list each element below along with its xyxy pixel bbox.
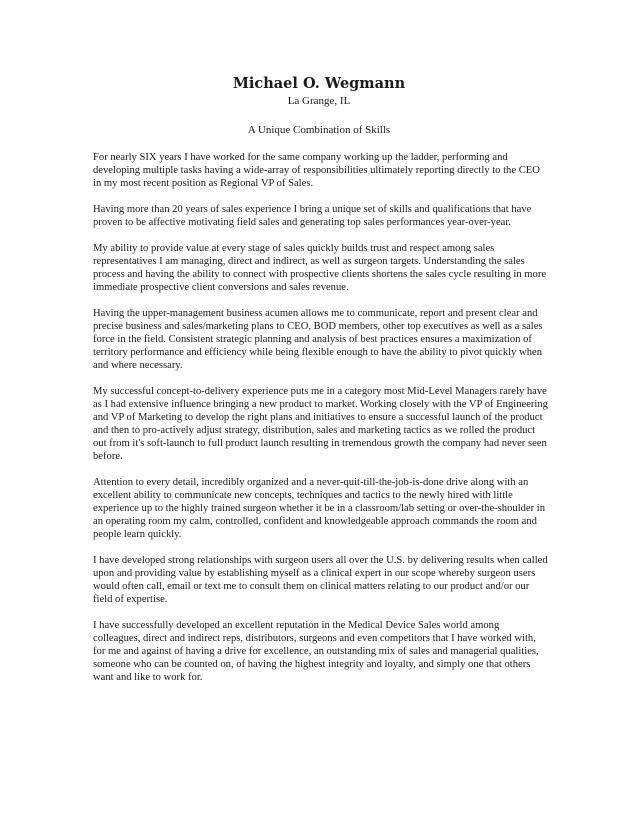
paragraph: I have successfully developed an excellent reputation in the Medical Device Sales world among colleagues, direct and indirect reps, distributors, surgeons and even competitors that I have worked with, for me and against of having a drive for excellence, an outstanding mix of sales and managerial qualities, someone who can be counted on, of having the highest integrity and loyalty, and simply one that others want and like to work for. [93, 620, 539, 683]
paragraph: For nearly SIX years I have worked for the same company working up the ladder, performing and developing multiple tasks having a wide-array of responsibilities ultimately reporting directly to the CEO in my most recent position as Regional VP of Sales. [93, 152, 540, 189]
paragraph: Having more than 20 years of sales experience I bring a unique set of skills and qualifications that have proven to be affective motivating field sales and generating top sales performances year-over-year. [93, 204, 532, 228]
resume-tagline: A Unique Combination of Skills [247, 124, 391, 136]
paragraph: Attention to every detail, incredibly organized and a never-quit-till-the-job-is-done drive along with an excellent ability to communicate new concepts, techniques and tactics to the newly hired with little experience up to the highly trained surgeon whether it be in a classroom/lab setting or over-the-shoulder in an operating room my calm, controlled, confident and knowledgeable approach commands the room and people learn quickly. [93, 477, 546, 540]
paragraph: My successful concept-to-delivery experience puts me in a category most Mid-Level Managers rarely have as I had extensive influence bringing a new product to market. Working closely with the VP of Engineering and VP of Marketing to develop the right plans and initiatives to ensure a successful launch of the product and then to pro-actively adjust strategy, distribution, sales and marketing tactics as we rolled the product out from it's soft-launch to full product launch resulting in tremendous growth the company had never seen before. [93, 386, 548, 462]
candidate-name: Michael O. Wegmann [232, 75, 406, 92]
paragraph: I have developed strong relationships with surgeon users all over the U.S. by delivering results when called upon and providing value by establishing myself as a clinical expert in our scope whereby surgeon users would often call, email or text me to consult them on clinical matters relating to our product and/or our field of expertise. [93, 555, 548, 605]
resume-body [93, 151, 548, 697]
candidate-location: La Grange, IL [287, 95, 351, 107]
paragraph: My ability to provide value at every stage of sales quickly builds trust and respect among sales representatives I am managing, direct and indirect, as well as surgeon targets. Understanding the sales process and having the ability to connect with prospective clients shortens the sales cycle resulting in more immediate prospective client conversions and sales revenue. [93, 243, 547, 293]
resume-header [0, 74, 638, 108]
paragraph: Having the upper-management business acumen allows me to communicate, report and present clear and precise business and sales/marketing plans to CEO, BOD members, other top executives as well as a sales force in the field. Consistent strategic planning and analysis of best practices ensures a maximization of territory performance and efficiency while being flexible enough to have the ability to pivot quickly when and where necessary. [93, 308, 543, 371]
